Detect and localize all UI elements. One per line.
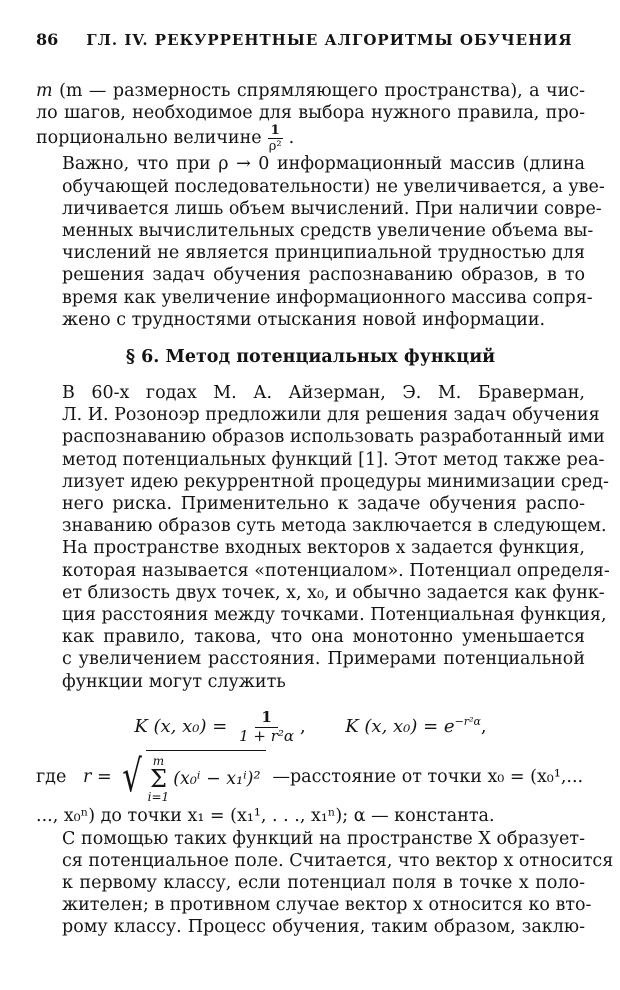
sum-lower-limit: i=1 [147,790,170,805]
formula-lhs-1: K (x, x₀) = [134,715,228,737]
paragraph-4 [36,828,614,939]
p1-period: . [288,128,295,149]
page-body [36,80,614,939]
r-equals: r = [83,766,112,787]
sum-upper-limit: m [152,754,165,769]
sum-expression: (x₀ⁱ − x₁ⁱ)² [173,769,261,790]
running-header [36,30,585,52]
p3-line: знаванию образов суть метода заключается в следующем. [62,516,607,537]
running-title: ГЛ. IV. РЕКУРРЕНТНЫЕ АЛГОРИТМЫ ОБУЧЕНИЯ [86,31,573,49]
frac-numerator: 1 [268,124,283,139]
sum-operator [148,755,170,803]
p2-line: жено с трудностями отыскания новой информации. [62,309,546,330]
potential-function-formulas [36,707,585,745]
p2-line: Важно, что при ρ → 0 информационный массив (длина [62,154,585,175]
p3-line: Л. И. Розоноэр предложили для решения задач обучения [62,405,600,426]
formula-lhs-2: K (x, x₀) = e [345,715,455,737]
p4-line: жителен; в противном случае вектор x относится ко вто- [62,895,592,916]
paragraph-3 [36,382,610,693]
p3-line: ет близость двух точек, x, x₀, и обычно задается как функ- [62,582,605,603]
p2-line: личивается лишь объем вычислений. При наличии совре- [62,198,602,219]
page-number: 86 [36,30,59,49]
formula-end: , [480,715,487,737]
distance-rest: —расстояние от точки x₀ = (x₀¹,... [272,766,584,787]
p2-line: обучающей последовательности) не увеличивается, а уве- [62,176,605,197]
where-word: где [36,766,67,787]
p4-line: С помощью таких функций на пространстве X образует- [62,828,585,849]
p3-line: функции могут служить [62,671,286,692]
formula-denominator: 1 + r²α [239,727,295,746]
p3-line: На пространстве входных векторов x задается функция, [62,538,585,559]
formula-exponent: −r²α [454,714,481,728]
formula-sep: , [300,715,306,737]
p1-line3: порционально величине [36,128,262,149]
frac-denominator: ρ² [268,139,282,155]
distance-line2: ..., x₀ⁿ) до точки x₁ = (x₁¹, . . ., x₁ⁿ); α — константа. [36,806,495,827]
formula-fraction [239,709,294,744]
p3-line: которая называется «потенциалом». Потенциал определя- [62,560,610,581]
p4-line: ся потенциальное поле. Считается, что вектор x относится [62,850,614,871]
p2-line: менных вычислительных средств увеличение объема вы- [62,221,594,242]
p4-line: рому классу. Процесс обучения, таким образом, заклю- [62,917,585,938]
distance-definition [36,750,585,803]
p3-line: лизует идею рекуррентной процедуры минимизации сред- [62,471,609,492]
p4-line: к первому классу, если потенциал поля в точке x поло- [62,872,585,893]
p3-line: как правило, такова, что она монотонно уменьшается [62,627,585,648]
p1-line2: ло шагов, необходимое для выбора нужного правила, про- [36,103,585,124]
p3-line: В 60-х годах М. А. Айзерман, Э. М. Браверман, [62,383,585,404]
p2-line: время как увеличение информационного массива сопря- [62,287,593,308]
sigma-sign: Σ [149,765,167,794]
p1-line1: (m — размерность спрямляющего пространства), а чис- [59,81,585,101]
radical-sign: √ [121,750,142,802]
p3-line: распознаванию образов использовать разработанный ими [62,427,605,448]
p3-line: с увеличением расстояния. Примерами потенциальной [62,649,585,670]
p2-line: решения задач обучения распознаванию образов, в то [62,265,585,286]
p3-line: метод потенциальных функций [1]. Этот метод также реа- [62,449,605,470]
formula-numerator: 1 [255,709,277,728]
fraction-one-over-rho2 [268,124,283,153]
square-root [118,750,267,803]
paragraph-2 [36,153,605,331]
section-heading: § 6. Метод потенциальных функций [125,347,496,368]
var-m: m [36,81,53,101]
p3-line: него риска. Применительно к задаче обучения распо- [62,494,585,515]
distance-continuation [36,805,585,827]
p3-line: ция расстояния между точками. Потенциальная функция, [62,605,607,626]
p2-line: числений не является принципиальной трудностью для [62,243,585,264]
paragraph-1 [36,80,585,153]
